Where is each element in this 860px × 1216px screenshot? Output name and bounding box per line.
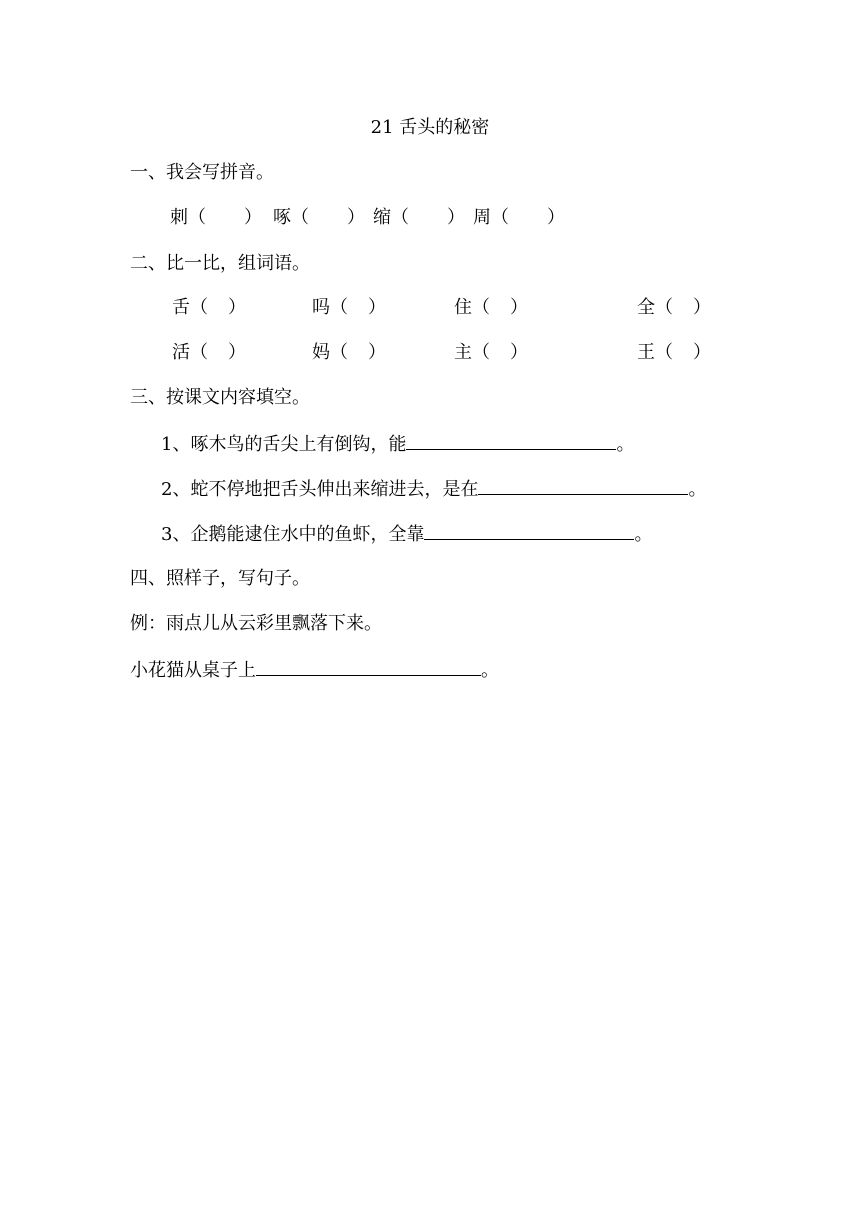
example-sentence: 例：雨点儿从云彩里飘落下来。: [130, 613, 382, 634]
word-item: 王（ ）: [637, 342, 711, 363]
answer-blank: [256, 657, 481, 676]
answer-blank: [406, 431, 616, 450]
fill-blank-item: 1、啄木鸟的舌尖上有倒钩，能 。: [161, 431, 634, 457]
pinyin-item: 刺（ ）: [170, 207, 262, 228]
pinyin-item: 啄（ ）: [273, 207, 365, 228]
word-item: 舌（ ）: [172, 297, 246, 318]
section-2-heading: 二、比一比，组词语。: [130, 253, 310, 274]
fill-blank-item: 2、蛇不停地把舌头伸出来缩进去，是在 。: [161, 476, 706, 502]
word-item: 主（ ）: [454, 342, 528, 363]
word-item: 住（ ）: [454, 297, 528, 318]
word-item: 全（ ）: [637, 297, 711, 318]
section-1-heading: 一、我会写拼音。: [130, 162, 274, 183]
page-title: 21 舌头的秘密: [370, 117, 490, 138]
answer-blank: [478, 476, 688, 495]
pinyin-item: 周（ ）: [473, 207, 565, 228]
section-4-heading: 四、照样子，写句子。: [130, 568, 310, 589]
sentence-exercise: 小花猫从桌子上 。: [130, 657, 499, 683]
answer-blank: [424, 521, 634, 540]
word-item: 活（ ）: [172, 342, 246, 363]
word-item: 妈（ ）: [312, 342, 386, 363]
fill-blank-item: 3、企鹅能逮住水中的鱼虾，全靠 。: [161, 521, 652, 547]
word-item: 吗（ ）: [312, 297, 386, 318]
section-3-heading: 三、按课文内容填空。: [130, 387, 310, 408]
pinyin-item: 缩（ ）: [373, 207, 465, 228]
